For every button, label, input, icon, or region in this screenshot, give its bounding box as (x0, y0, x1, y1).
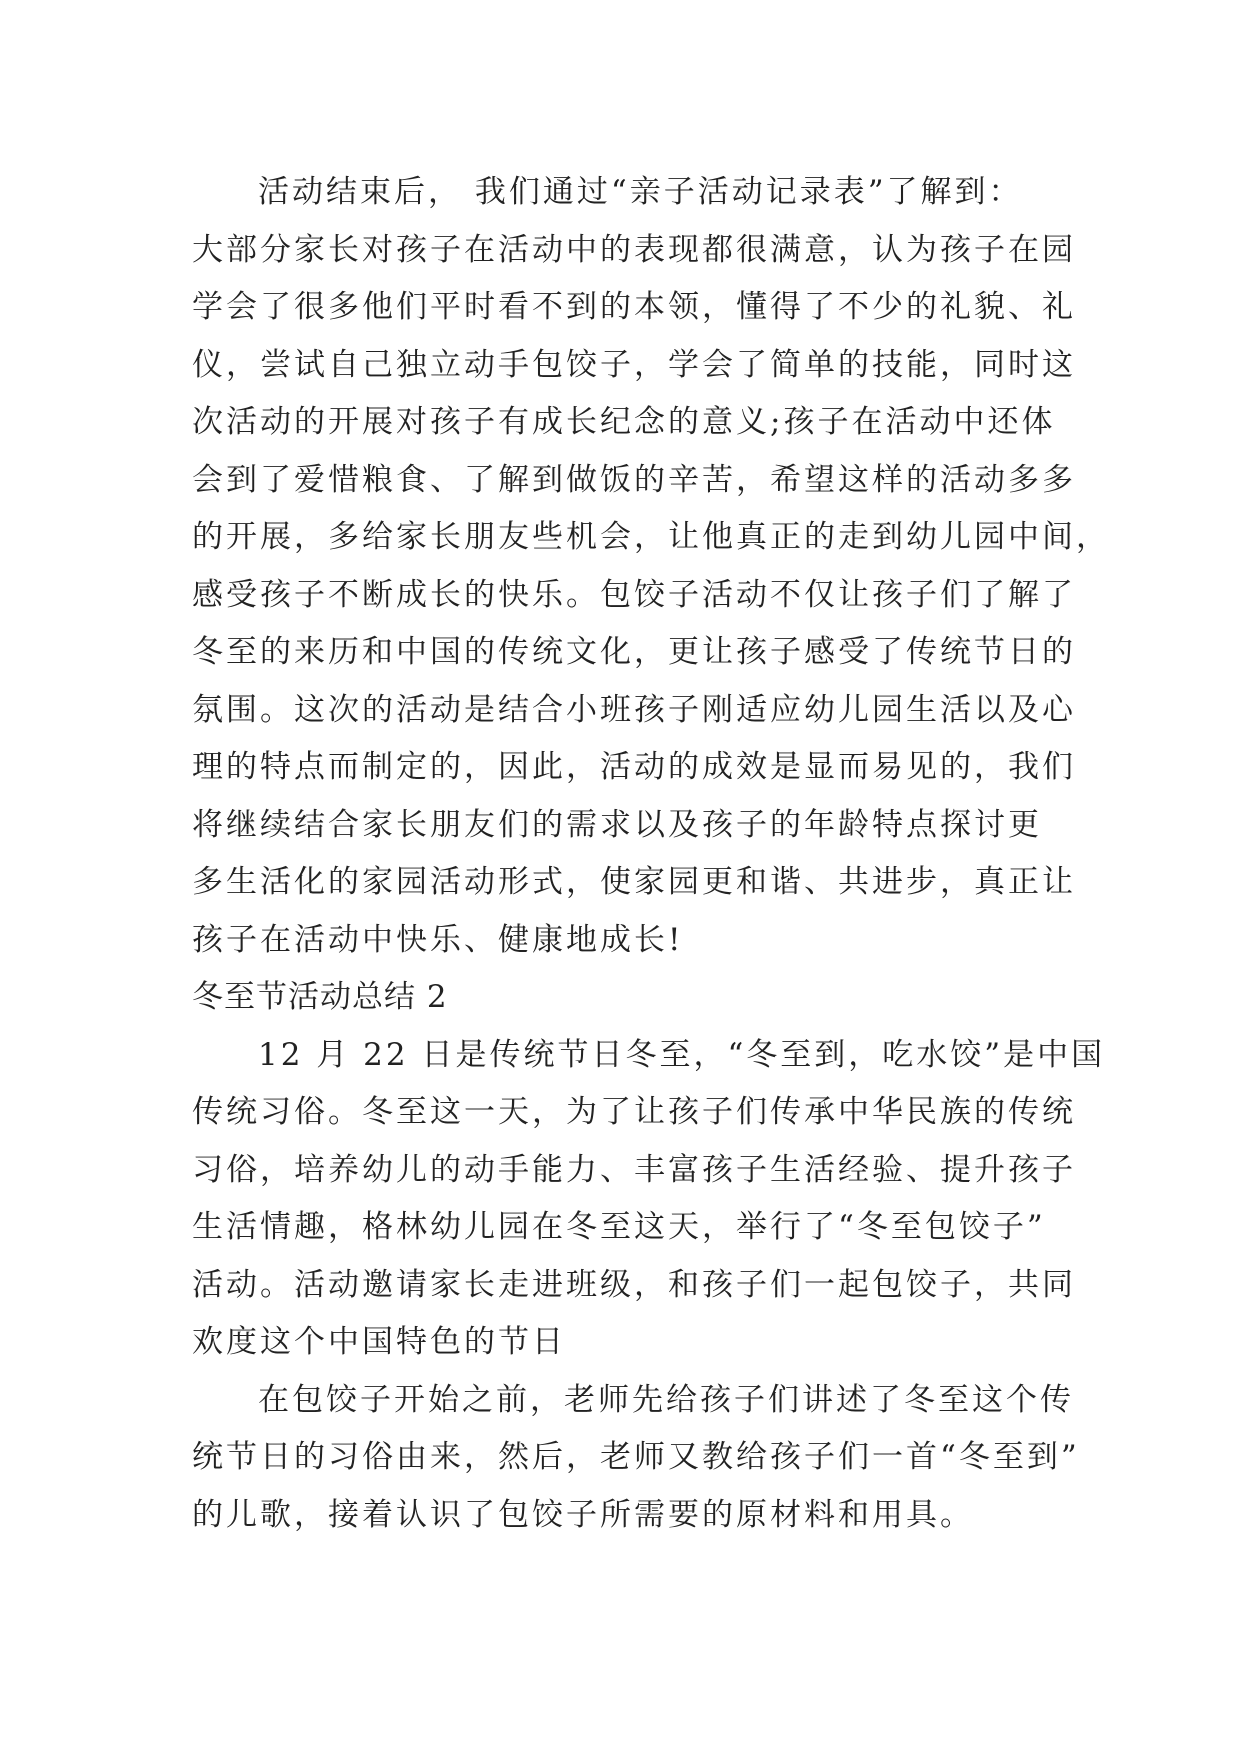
text-line: 理的特点而制定的，因此，活动的成效是显而易见的，我们 (192, 749, 1076, 785)
text-line: 冬至的来历和中国的传统文化，更让孩子感受了传统节日的 (192, 634, 1076, 670)
text-line: 学会了很多他们平时看不到的本领，懂得了不少的礼貌、礼 (192, 289, 1076, 325)
paragraph-dumpling-prep (192, 1372, 1092, 1545)
text-line: 感受孩子不断成长的快乐。包饺子活动不仅让孩子们了解了 (192, 576, 1076, 613)
text-line: 仪，尝试自己独立动手包饺子，学会了简单的技能，同时这 (192, 346, 1076, 383)
paragraph-activity-feedback (192, 164, 1110, 969)
text-line: 生活情趣，格林幼儿园在冬至这天，举行了“冬至包饺子” (192, 1209, 1046, 1245)
document-body (192, 164, 1110, 1544)
text-line: 活动。活动邀请家长走进班级，和孩子们一起包饺子，共同 (192, 1266, 1076, 1303)
text-line: 多生活化的家园活动形式，使家园更和谐、共进步，真正让 (192, 864, 1076, 900)
text-line: 的儿歌，接着认识了包饺子所需要的原材料和用具。 (192, 1496, 974, 1533)
text-line: 活动结束后， 我们通过“亲子活动记录表”了解到： (258, 174, 1023, 210)
paragraph-winter-solstice-intro (192, 1027, 1106, 1372)
text-line: 统节日的习俗由来，然后，老师又教给孩子们一首“冬至到” (192, 1439, 1080, 1475)
text-line: 会到了爱惜粮食、了解到做饭的辛苦，希望这样的活动多多 (192, 461, 1076, 498)
text-line: 次活动的开展对孩子有成长纪念的意义;孩子在活动中还体 (192, 404, 1056, 440)
section-heading (192, 969, 1092, 1027)
text-line: 氛围。这次的活动是结合小班孩子刚适应幼儿园生活以及心 (192, 691, 1076, 728)
text-line: 的开展，多给家长朋友些机会，让他真正的走到幼儿园中间， (192, 519, 1110, 555)
text-line: 12 月 22 日是传统节日冬至，“冬至到，吃水饺”是中国 (258, 1036, 1106, 1073)
text-line: 传统习俗。冬至这一天，为了让孩子们传承中华民族的传统 (192, 1094, 1076, 1130)
text-line: 孩子在活动中快乐、健康地成长! (192, 921, 684, 958)
text-line: 在包饺子开始之前，老师先给孩子们讲述了冬至这个传 (258, 1381, 1074, 1418)
text-line: 习俗，培养幼儿的动手能力、丰富孩子生活经验、提升孩子 (192, 1151, 1076, 1188)
text-line: 大部分家长对孩子在活动中的表现都很满意，认为孩子在园 (192, 231, 1076, 268)
text-line: 将继续结合家长朋友们的需求以及孩子的年龄特点探讨更 (192, 806, 1042, 843)
section-title: 冬至节活动总结 2 (192, 979, 448, 1015)
text-line: 欢度这个中国特色的节日 (192, 1324, 566, 1360)
